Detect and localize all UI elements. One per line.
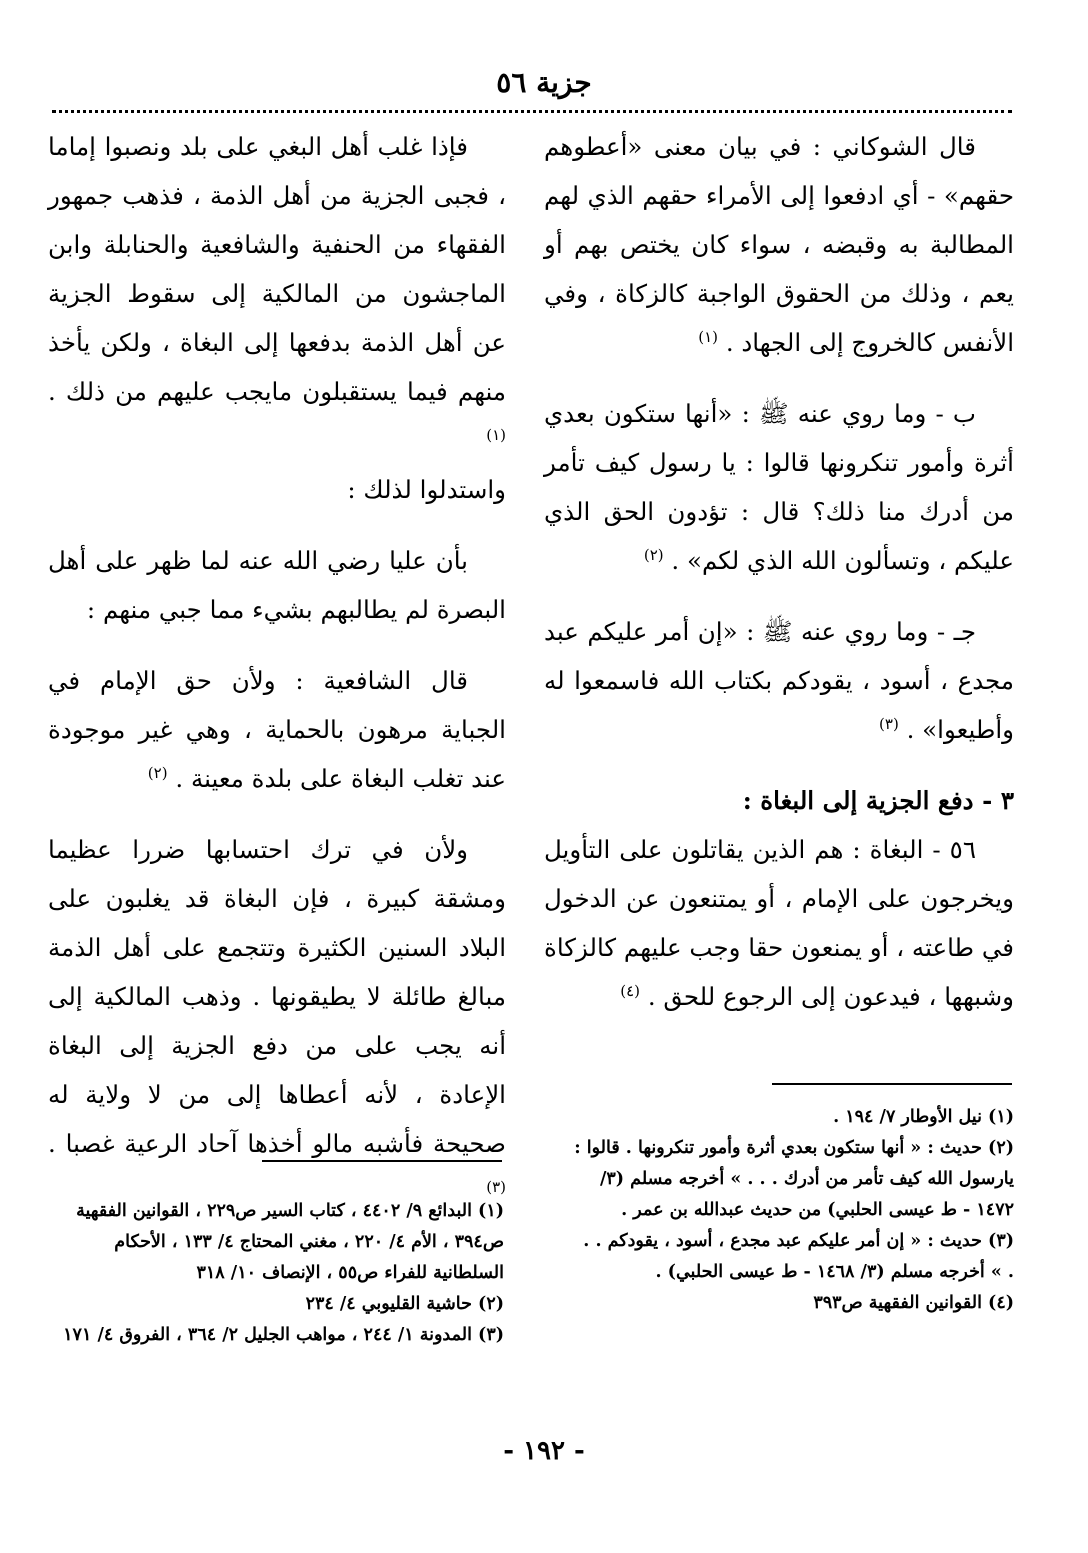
paragraph: ولأن في ترك احتسابها ضررا عظيما ومشقة كبيرة ، فإن البغاة قد يغلبون على البلاد السنين الكثيرة وتتجمع على أهل الذمة مبالغ طائلة لا يطيقونها . وذهب المالكية إلى أنه يجب على من دفع الجزية إلى البغاة الإعادة ، لأنه أعطاها إلى من لا ولاية له صحيحة فأشبه مالو أخذها آحاد الرعية غصبا . $^{(٣)}$ <box>48 835 506 1196</box>
footnote-mark: (٣) <box>486 1177 506 1196</box>
dotted-divider <box>52 110 1012 113</box>
footnote: (٤) القوانين الفقهية ص٣٩٣ <box>813 1293 1014 1313</box>
right-column <box>544 122 1014 1043</box>
footnote-divider <box>772 1083 1012 1085</box>
section-heading: ٣ - دفع الجزية إلى البغاة : <box>742 786 1014 815</box>
paragraph: ب - وما روي عنه ﷺ : «أنها ستكون بعدي أثرة وأمور تنكرونها قالوا : يا رسول كيف تأمر من أدرك منا ذلك؟ قال : تؤدون الحق الذي عليكم ، وتسألون الله الذي لكم» . $^{(٢)}$ <box>544 399 1014 575</box>
footnote-mark: (٢) <box>643 545 664 564</box>
footnote: (١) البدائع ٩/ ٤٤٠٢ ، كتاب السير ص٢٢٩ ، القوانين الفقهية ص٣٩٤ ، الأم ٤/ ٢٢٠ ، مغني المحتاج ٤/ ١٣٣ ، الأحكام السلطانية للفراء ص٥٥ ، الإنصاف ١٠/ ٣١٨ <box>76 1201 504 1283</box>
paragraph: قال الشوكاني : في بيان معنى «أعطوهم حقهم» - أي ادفعوا إلى الأمراء حقهم الذي لهم المطالبة به وقبضه ، سواء كان يختص بهم أو يعم ، وذلك من الحقوق الواجبة كالزكاة ، وفي الأنفس كالخروج إلى الجهاد . $^{(١)}$ <box>544 132 1014 357</box>
paragraph: قال الشافعية : ولأن حق الإمام في الجباية مرهون بالحماية ، وهي غير موجودة عند تغلب البغاة على بلدة معينة . $^{(٢)}$ <box>48 666 506 793</box>
paragraph: فإذا غلب أهل البغي على بلد ونصبوا إماما ، فجبى الجزية من أهل الذمة ، فذهب جمهور الفقهاء من الحنفية والشافعية والحنابلة وابن الماجشون من المالكية إلى سقوط الجزية عن أهل الذمة بدفعها إلى البغاة ، ولكن يأخذ منهم فيما يستقبلون مايجب عليهم من ذلك . $^{(١)}$ <box>48 132 506 444</box>
page-number: - ١٩٢ - <box>503 1436 585 1466</box>
footnote-mark: (٤) <box>620 981 641 1000</box>
footnote: (٢) حديث : « أنها ستكون بعدي أثرة وأمور تنكرونها . قالوا : يارسول الله كيف تأمر من أدرك . . . » أخرجه مسلم (٣/ ١٤٧٢ - ط عيسى الحلبي) من حديث عبدالله بن عمر . <box>574 1138 1014 1220</box>
footnote: (١) نيل الأوطار ٧/ ١٩٤ . <box>833 1107 1014 1127</box>
paragraph: واستدلوا لذلك : <box>347 475 506 504</box>
footnote: (٢) حاشية القليوبي ٤/ ٢٣٤ <box>305 1294 504 1314</box>
paragraph: ٥٦ - البغاة : هم الذين يقاتلون على التأويل ويخرجون على الإمام ، أو يمتنعون عن الدخول في طاعته ، أو يمنعون حقا وجب عليهم كالزكاة وشبهها ، فيدعون إلى الرجوع للحق . $^{(٤)}$ <box>544 835 1014 1011</box>
footnotes-right <box>574 1102 1014 1319</box>
footnote: (٣) حديث : « إن أمر عليكم عبد مجدع ، أسود ، يقودكم . . . » أخرجه مسلم (٣/ ١٤٦٨ - ط عيسى الحلبي) . <box>583 1231 1014 1282</box>
footnotes-left <box>50 1196 504 1351</box>
footnote-mark: (١) <box>486 425 506 444</box>
footnote-mark: (١) <box>698 327 719 346</box>
footnote: (٣) المدونة ١/ ٢٤٤ ، مواهب الجليل ٢/ ٣٦٤ ، الفروق ٤/ ١٧١ <box>63 1325 504 1345</box>
paragraph: جـ - وما روي عنه ﷺ : «إن أمر عليكم عبد مجدع ، أسود ، يقودكم بكتاب الله فاسمعوا له وأطيعوا» . $^{(٣)}$ <box>544 617 1014 744</box>
footnote-divider <box>262 1160 502 1162</box>
left-column <box>48 122 506 1239</box>
page-title: جزية ٥٦ <box>496 66 592 99</box>
footnote-mark: (٢) <box>147 763 168 782</box>
paragraph: بأن عليا رضي الله عنه لما ظهر على أهل البصرة لم يطالبهم بشيء مما جبي منهم : <box>48 546 506 624</box>
footnote-mark: (٣) <box>879 714 899 733</box>
